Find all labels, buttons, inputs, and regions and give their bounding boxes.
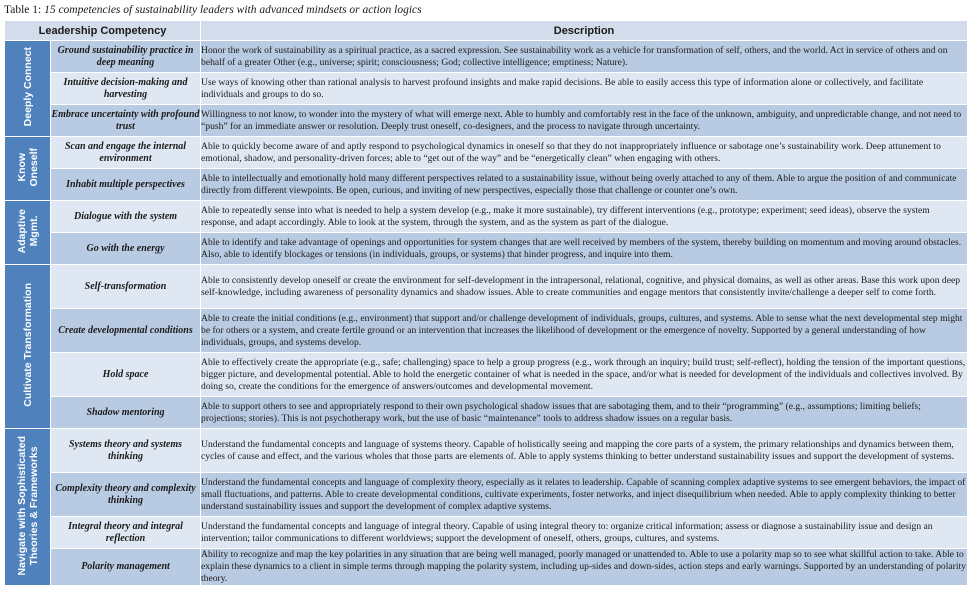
table-row xyxy=(5,73,968,105)
header-description: Description xyxy=(201,21,968,41)
table-caption xyxy=(4,2,422,18)
competency-name: Dialogue with the system xyxy=(51,201,201,233)
competency-description: Willingness to not know, to wonder into the mystery of what will emerge next. Able to humbly and comfortably rest in the face of the unknown, ambiguity, and unpredictable change, and not need to “push” for an immediate answer or resolution. Deeply trust oneself, co-designers, and the process to navigate through uncertainty. xyxy=(201,105,968,137)
group-label xyxy=(22,47,34,126)
table-row xyxy=(5,353,968,397)
competency-description: Able to identify and take advantage of openings and opportunities for system changes that are well received by members of the system, thereby building on momentum and moving around obstacles. Also, able to identify blockages or tensions (in individuals, groups, or systems) that hinder progress, and inquire into them. xyxy=(201,233,968,265)
group-label xyxy=(16,148,40,187)
group-label-cell xyxy=(5,41,51,137)
competency-description: Able to support others to see and appropriately respond to their own psychological shadow issues that are sabotaging them, and to their “programming” (e.g., assumptions; limiting beliefs; projections; stories). This is not psychotherapy work, but the use of basic “maintenance” tools to address shadow issues on a regular basis. xyxy=(201,397,968,429)
table-row xyxy=(5,201,968,233)
table-row xyxy=(5,233,968,265)
competency-name: Intuitive decision-making and harvesting xyxy=(51,73,201,105)
competency-table xyxy=(4,20,968,586)
table-row xyxy=(5,473,968,517)
table-row xyxy=(5,397,968,429)
group-label-line: Know xyxy=(15,152,28,182)
table-header-row xyxy=(5,21,968,41)
caption-prefix: Table 1: xyxy=(4,4,45,16)
competency-description: Able to repeatedly sense into what is needed to help a system develop (e.g., make it more sustainable), try different interventions (e.g., prototype; experiment; seed ideas), observe the system response, and adapt accordingly. Able to look at the system, through the system, and as the system as part of the dialogue. xyxy=(201,201,968,233)
competency-name: Create developmental conditions xyxy=(51,309,201,353)
competency-description: Understand the fundamental concepts and language of systems theory. Capable of holistically seeing and mapping the core parts of a system, the primary relationships and dynamics between them, cycles of cause and effect, and the various wholes that those parts are elements of. Able to apply systems thinking to better understand sustainability issues and support the development of systems. xyxy=(201,429,968,473)
competency-description: Understand the fundamental concepts and language of integral theory. Capable of using integral theory to: organize critical information; assess or diagnose a sustainability issue and design an intervention; tailor communications to different worldviews; support the development of oneself, others, groups, cultures, and systems. xyxy=(201,517,968,549)
table-row xyxy=(5,549,968,586)
table-row xyxy=(5,169,968,201)
competency-name: Inhabit multiple perspectives xyxy=(51,169,201,201)
group-label-cell xyxy=(5,137,51,201)
competency-name: Shadow mentoring xyxy=(51,397,201,429)
group-label-line: Deeply Connect xyxy=(21,47,34,127)
group-label-cell xyxy=(5,265,51,429)
group-label-line: Mgmt. xyxy=(27,215,40,247)
group-label-line: Cultivate Transformation xyxy=(21,283,34,407)
competency-description: Able to effectively create the appropriate (e.g., safe; challenging) space to help a group progress (e.g., work through an inquiry; build trust; self-reflect), holding the tension of the important questions, bigger picture, and developmental potential. Able to hold the energetic container of what is needed in the space, and/or what is needed for development of the individuals and collectives involved. By doing so, create the conditions for the emergence of answers/outcomes and developmental movement. xyxy=(201,353,968,397)
table-row xyxy=(5,105,968,137)
caption-title: 15 competencies of sustainability leaders with advanced mindsets or action logics xyxy=(44,4,422,16)
group-label-cell xyxy=(5,201,51,265)
table-row xyxy=(5,265,968,309)
competency-name: Hold space xyxy=(51,353,201,397)
group-label xyxy=(22,283,34,407)
competency-name: Polarity management xyxy=(51,549,201,586)
header-competency: Leadership Competency xyxy=(5,21,201,41)
group-label-line: Adaptive xyxy=(15,208,28,254)
group-label xyxy=(16,436,40,575)
competency-name: Self-transformation xyxy=(51,265,201,309)
competency-name: Systems theory and systems thinking xyxy=(51,429,201,473)
table-row xyxy=(5,41,968,73)
competency-description: Ability to recognize and map the key polarities in any situation that are being well managed, poorly managed or unattended to. Able to use a polarity map so to see what skillful action to take. Able to explain these dynamics to a client in simple terms through mapping the polarity system, including up-sides and down-sides, action steps and early warnings. Supported by an understanding of polarity theory. xyxy=(201,549,966,584)
competency-name: Integral theory and integral reflection xyxy=(51,517,201,549)
table-row xyxy=(5,517,968,549)
competency-name: Embrace uncertainty with profound trust xyxy=(51,105,201,137)
competency-description: Able to quickly become aware of and aptly respond to psychological dynamics in oneself so that they do not inappropriately influence or sabotage one’s sustainability work. Deep attunement to emotional, shadow, and personality-driven forces; able to “get out of the way” and be “energetically clean” when engaging with others. xyxy=(201,137,968,169)
group-label-line: Navigate with Sophisticated xyxy=(15,435,28,576)
competency-name: Complexity theory and complexity thinking xyxy=(51,473,201,517)
competency-description: Use ways of knowing other than rational analysis to harvest profound insights and make rapid decisions. Be able to easily access this type of information alone or collectively, and facilitate individuals and groups to do so. xyxy=(201,73,968,105)
group-label xyxy=(16,209,40,253)
group-label-line: Theories & Frameworks xyxy=(27,445,40,566)
competency-description: Able to intellectually and emotionally hold many different perspectives related to a sustainability issue, without being overly attached to any of them. Able to argue the position of and communicate directly from different viewpoints. Be open, curious, and inviting of new perspectives, especially those that challenge or counter one’s own. xyxy=(201,169,968,201)
table-row xyxy=(5,137,968,169)
competency-description: Able to create the initial conditions (e.g., environment) that support and/or challenge development of individuals, groups, cultures, and systems. Able to sense what the next developmental step might be for others or a system, and create fertile ground or an intervention that increases the likelihood of development or the emergence of novelty. Supported by a general understanding of how individuals, groups, and systems develop. xyxy=(201,309,968,353)
group-label-line: Oneself xyxy=(27,147,40,187)
table-body xyxy=(5,41,968,586)
table-row xyxy=(5,429,968,473)
table-row xyxy=(5,309,968,353)
competency-name: Ground sustainability practice in deep meaning xyxy=(51,41,201,73)
group-label-cell xyxy=(5,429,51,586)
competency-description: Able to consistently develop oneself or create the environment for self-development in the intrapersonal, relational, cognitive, and physical domains, as well as other areas. Base this work upon deep self-knowledge, including awareness of personality dynamics and shadow issues. Able to create communities and engage mentors that consistently invite/challenge a deeper self to come forth. xyxy=(201,265,968,309)
competency-name: Go with the energy xyxy=(51,233,201,265)
competency-description: Honor the work of sustainability as a spiritual practice, as a sacred expression. See sustainability work as a vehicle for transformation of self, others, and the world. Act in service of others and on behalf of a greater Other (e.g., universe; spirit; consciousness; God; collective intelligence; emptiness; Nature). xyxy=(201,41,968,73)
competency-description: Understand the fundamental concepts and language of complexity theory, especially as it relates to leadership. Capable of scanning complex adaptive systems to see emergent behaviors, the impact of small fluctuations, and patterns. Able to create developmental conditions, cultivate experiments, foster networks, and inject disequilibrium when needed. Able to apply complexity thinking to better understand sustainability issues and support the development of complex adaptive systems. xyxy=(201,473,968,517)
competency-name: Scan and engage the internal environment xyxy=(51,137,201,169)
